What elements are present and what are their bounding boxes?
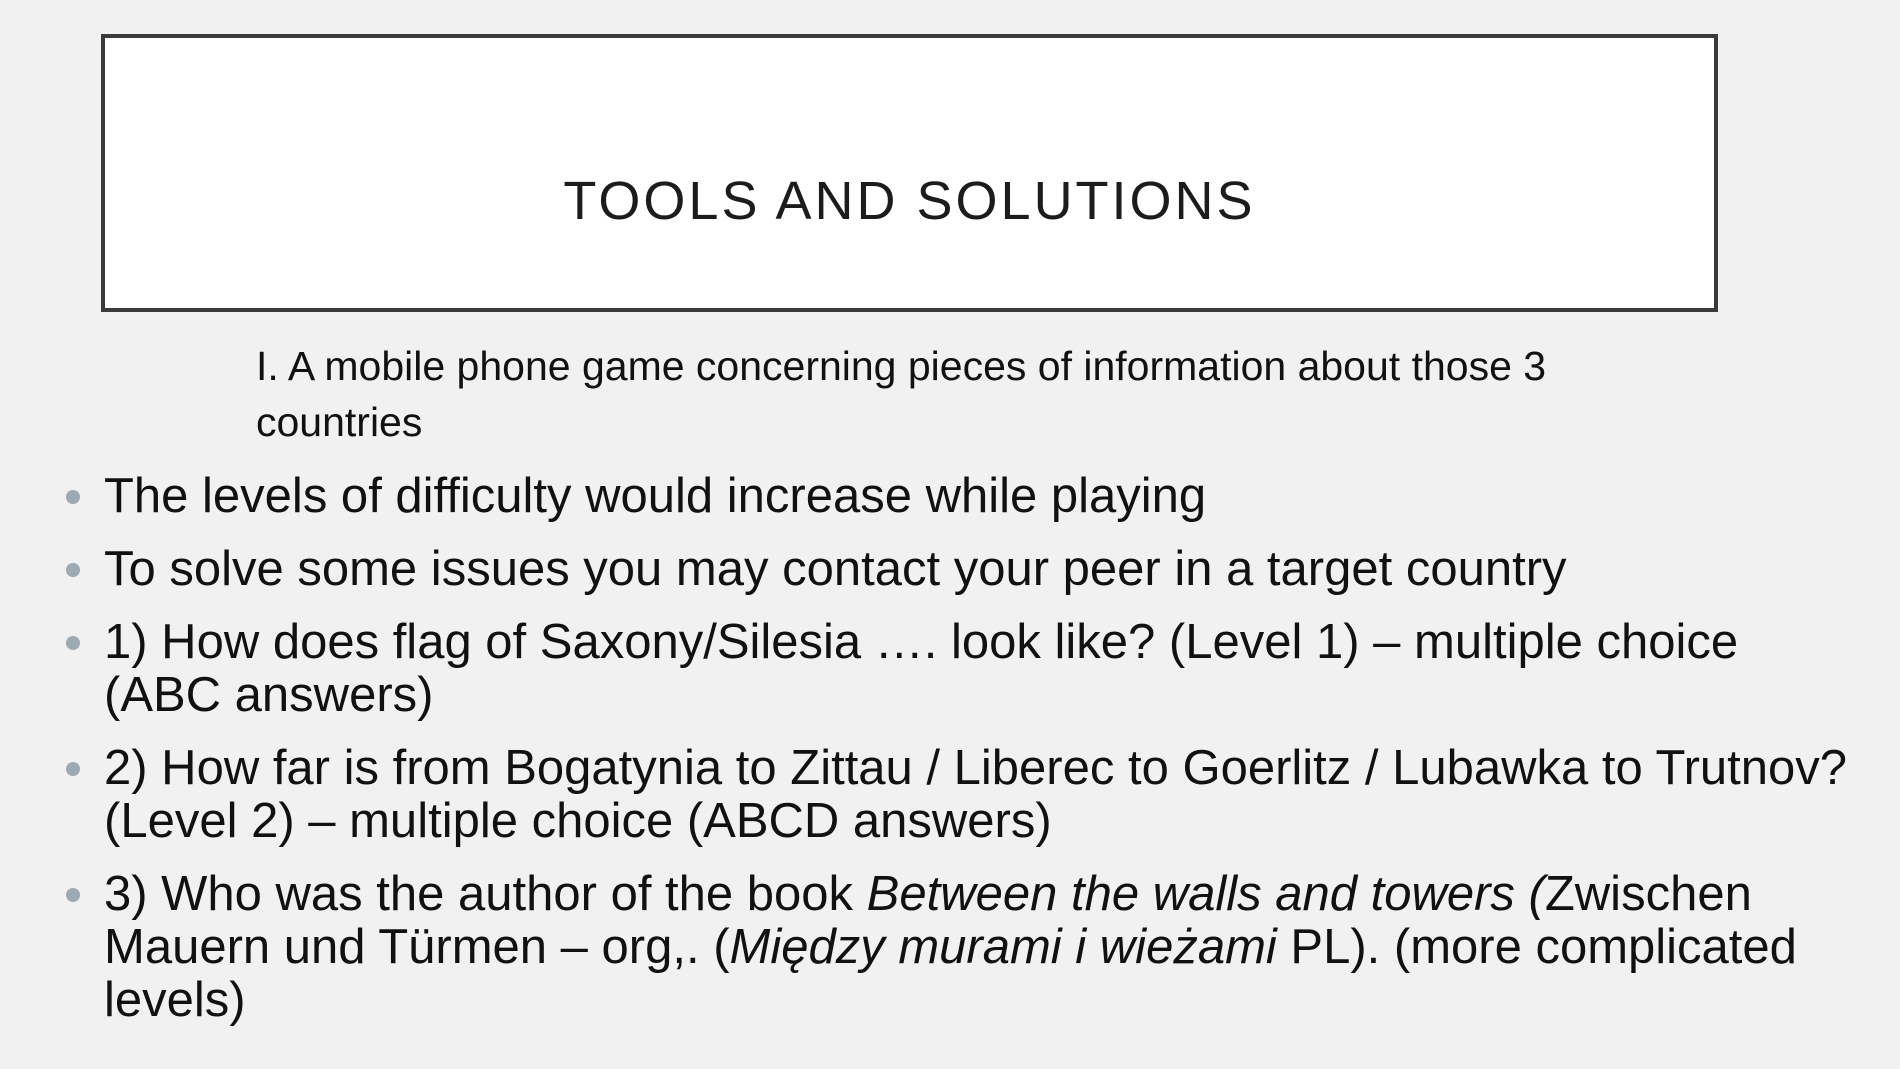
bullet-dot-icon xyxy=(66,636,80,650)
title-box xyxy=(101,34,1718,312)
bullet-text: The levels of difficulty would increase while playing xyxy=(104,469,1207,523)
bullet-text: 1) How does flag of Saxony/Silesia …. look like? (Level 1) – multiple choice (ABC answers) xyxy=(104,615,1739,722)
bullet-item-level-1 xyxy=(62,616,1862,722)
slide-title: TOOLS AND SOLUTIONS xyxy=(563,171,1256,231)
bullet-dot-icon xyxy=(66,762,80,776)
slide-subtitle: I. A mobile phone game concerning pieces of information about those 3 countries xyxy=(256,343,1547,445)
bullet-item-level-3 xyxy=(62,868,1862,1027)
bullet-item-level-2 xyxy=(62,742,1862,848)
book-title-polish: Między murami i wieżami xyxy=(729,920,1277,974)
bullet-text: 2) How far is from Bogatynia to Zittau / Liberec to Goerlitz / Lubawka to Trutnov? (Level 2) – multiple choice (ABCD answers) xyxy=(104,741,1848,848)
book-title-german: Zwischen Mauern und Türmen – org,. ( xyxy=(104,867,1752,974)
bullet-dot-icon xyxy=(66,563,80,577)
bullet-item-contact-peer xyxy=(62,543,1862,596)
bullet-item-difficulty xyxy=(62,470,1862,523)
bullet-text-part: PL). (more complicated levels) xyxy=(104,920,1797,1027)
book-title-english: Between the walls and towers ( xyxy=(866,867,1545,921)
bullet-list xyxy=(62,470,1862,1047)
bullet-dot-icon xyxy=(66,490,80,504)
bullet-dot-icon xyxy=(66,888,80,902)
bullet-text-part: 3) Who was the author of the book xyxy=(104,867,867,921)
bullet-text: To solve some issues you may contact your peer in a target country xyxy=(104,542,1567,596)
